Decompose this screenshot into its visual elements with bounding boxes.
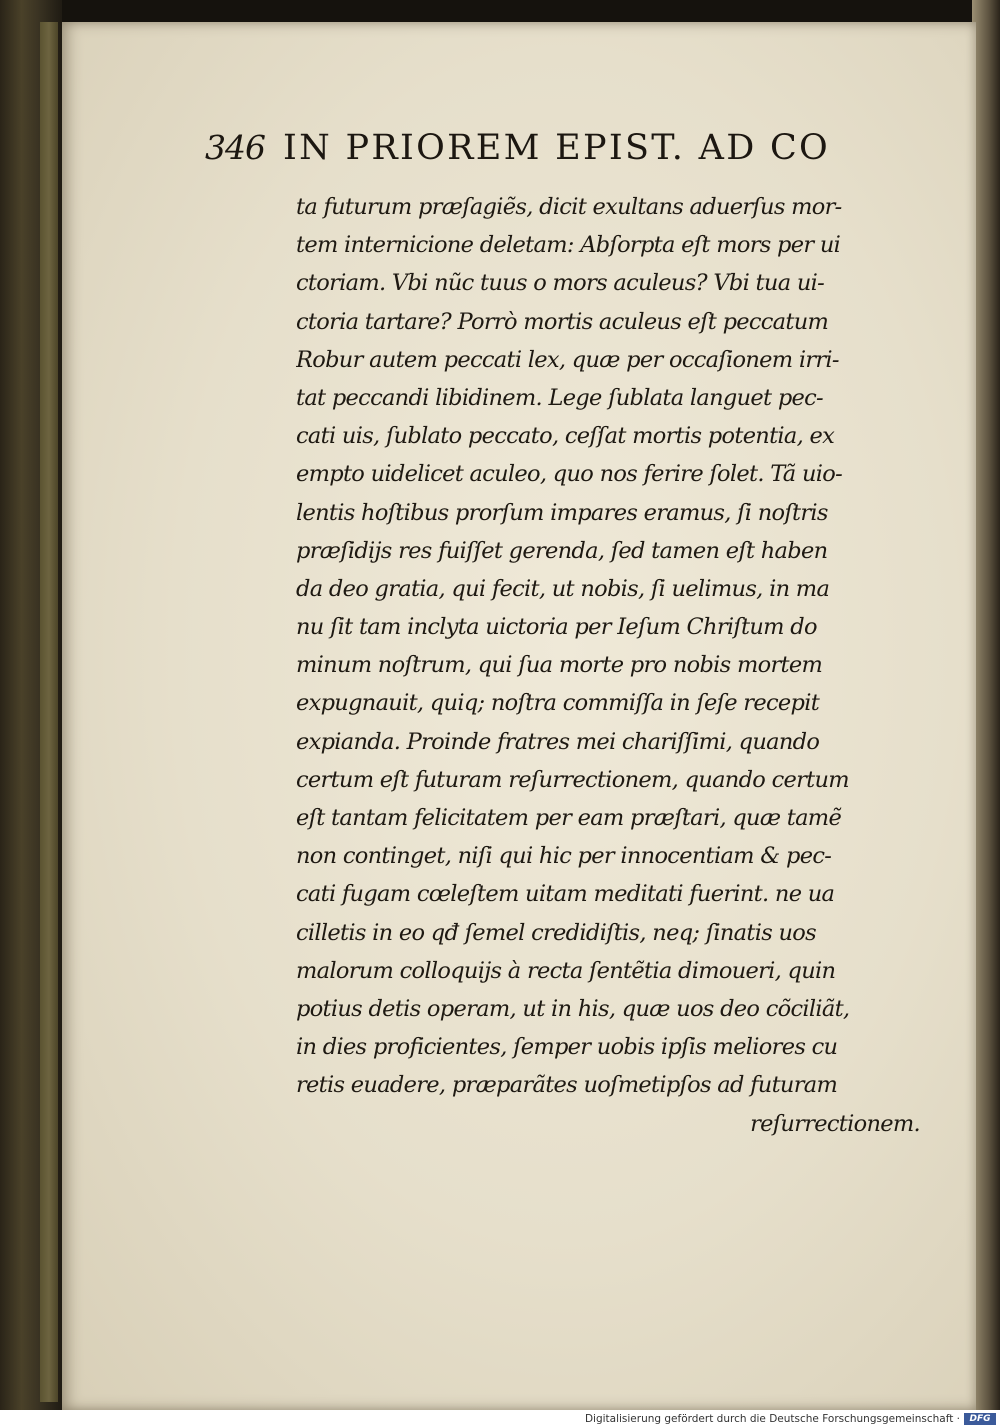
- page-header: [205, 128, 920, 178]
- body-text: [296, 188, 928, 1143]
- text-line: cati uis, ſublato peccato, ceſſat mortis potentia, ex: [296, 423, 835, 450]
- text-line-final: reſurrectionem.: [750, 1110, 920, 1137]
- folio-number: 346: [205, 128, 265, 167]
- text-line: retis euadere, præparãtes uoſmetipſos ad futuram: [296, 1072, 838, 1099]
- text-line: certum eſt futuram reſurrectionem, quando certum: [296, 766, 849, 793]
- text-line: potius detis operam, ut in his, quæ uos deo cõciliãt,: [296, 995, 850, 1022]
- page-edge-right: [972, 0, 1000, 1410]
- text-line: da deo gratia, qui fecit, ut nobis, ſi uelimus, in ma: [296, 575, 830, 602]
- text-line: malorum colloquijs à recta ſentẽtia dimoueri, quin: [296, 957, 836, 984]
- text-line: lentis hoſtibus prorſum impares eramus, ſi noſtris: [296, 499, 828, 526]
- text-line: cilletis in eo qđ ſemel credidiſtis, neq; ſinatis uos: [296, 919, 816, 946]
- text-line: ctoriam. Vbi nũc tuus o mors aculeus? Vbi tua ui-: [296, 270, 825, 297]
- text-line: empto uidelicet aculeo, quo nos ferire ſolet. Tã uio-: [296, 461, 843, 488]
- text-line: ta futurum præſagiẽs, dicit exultans aduerſus mor-: [296, 194, 842, 220]
- text-line: tem internicione deletam: Abſorpta eſt mors per ui: [296, 232, 841, 259]
- text-line: ctoria tartare? Porrò mortis aculeus eſt peccatum: [296, 308, 829, 335]
- dfg-logo-icon: DFG: [964, 1413, 996, 1425]
- text-line: eſt tantam felicitatem per eam præſtari, quæ tamẽ: [296, 805, 842, 831]
- binding-edge: [40, 22, 58, 1402]
- running-head: IN PRIOREM EPIST. AD CO: [283, 128, 831, 168]
- text-line: Robur autem peccati lex, quæ per occaſionem irri-: [296, 346, 839, 373]
- text-line: expianda. Proinde fratres mei chariſſimi, quando: [296, 728, 820, 755]
- text-line: expugnauit, quiq; noſtra commiſſa in ſeſe recepit: [296, 690, 820, 717]
- text-line: cati fugam cœleſtem uitam meditati fuerint. ne ua: [296, 881, 835, 908]
- text-line: tat peccandi libidinem. Lege ſublata languet pec-: [296, 384, 823, 411]
- text-line: non continget, niſi qui hic per innocentiam & pec-: [296, 843, 832, 870]
- funding-credit: Digitalisierung gefördert durch die Deutsche Forschungsgemeinschaft ·: [584, 1413, 960, 1425]
- text-line: minum noſtrum, qui ſua morte pro nobis mortem: [296, 652, 823, 679]
- text-line: præſidijs res fuiſſet gerenda, ſed tamen eſt haben: [296, 537, 828, 564]
- text-line: in dies proficientes, ſemper uobis ipſis meliores cu: [296, 1034, 838, 1061]
- digitization-footer: [0, 1410, 1000, 1428]
- text-line: nu ſit tam inclyta uictoria per Ieſum Chriſtum do: [296, 614, 817, 641]
